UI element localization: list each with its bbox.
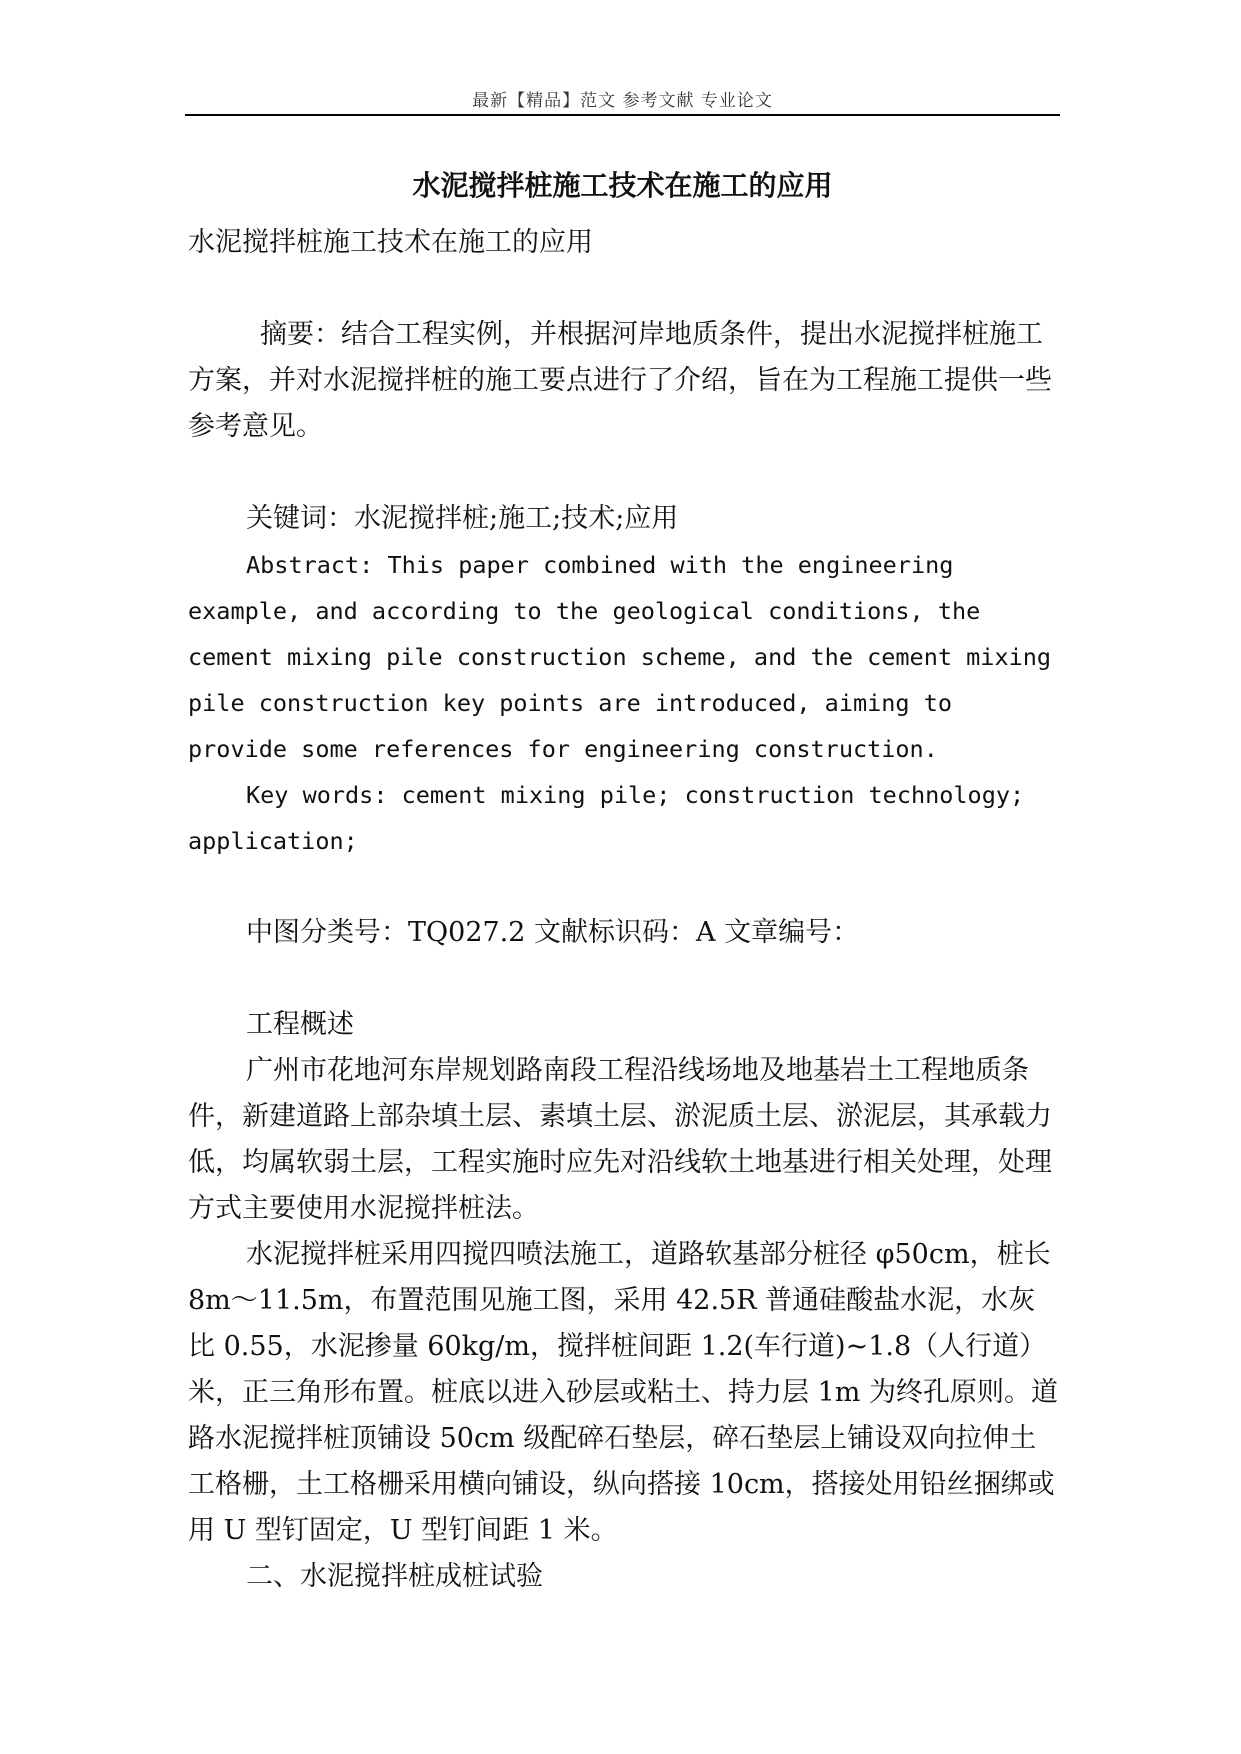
section1-paragraph-2: 水泥搅拌桩采用四搅四喷法施工，道路软基部分桩径 φ50cm，桩长 8m～11.5m，布置范围见施工图，采用 42.5R 普通硅酸盐水泥，水灰比 0.55，水泥掺量 60kg/m，搅拌桩间距 1.2(车行道)~1.8（人行道）米，正三角形布置。桩底以进入砂层或粘土、持力层 1m 为终孔原则。道路水泥搅拌桩顶铺设 50cm 级配碎石垫层，碎石垫层上铺设双向拉伸土工格栅，土工格栅采用横向铺设，纵向搭接 10cm，搭接处用铅丝捆绑或用 U 型钉固定，U 型钉间距 1 米。	[188, 1239, 1058, 1546]
section2-heading: 二、水泥搅拌桩成桩试验	[246, 1561, 543, 1592]
abstract-cn: 摘要：结合工程实例，并根据河岸地质条件，提出水泥搅拌桩施工方案，并对水泥搅拌桩的施工要点进行了介绍，旨在为工程施工提供一些参考意见。	[188, 319, 1052, 442]
classification-line: 中图分类号：TQ027.2 文献标识码：A 文章编号：	[246, 917, 860, 948]
header-divider	[185, 114, 1060, 116]
section1-paragraph-1: 广州市花地河东岸规划路南段工程沿线场地及地基岩土工程地质条件，新建道路上部杂填土层、素填土层、淤泥质土层、淤泥层，其承载力低，均属软弱土层，工程实施时应先对沿线软土地基进行相关处理，处理方式主要使用水泥搅拌桩法。	[188, 1055, 1052, 1224]
keywords-cn: 关键词：水泥搅拌桩;施工;技术;应用	[246, 503, 679, 534]
abstract-en: Abstract: This paper combined with the engineering example, and according to the geological conditions, the cement mixing pile construction scheme, and the cement mixing pile construction key points are introduced, aiming to provide some references for engineering construction.	[188, 551, 1052, 763]
page-header: 最新【精品】范文 参考文献 专业论文	[472, 91, 773, 111]
document-body	[188, 220, 1058, 1600]
document-title: 水泥搅拌桩施工技术在施工的应用	[412, 169, 833, 202]
document-subtitle: 水泥搅拌桩施工技术在施工的应用	[188, 227, 593, 258]
keywords-en: Key words: cement mixing pile; construction technology; application;	[188, 781, 1025, 855]
section1-heading: 工程概述	[246, 1009, 354, 1040]
